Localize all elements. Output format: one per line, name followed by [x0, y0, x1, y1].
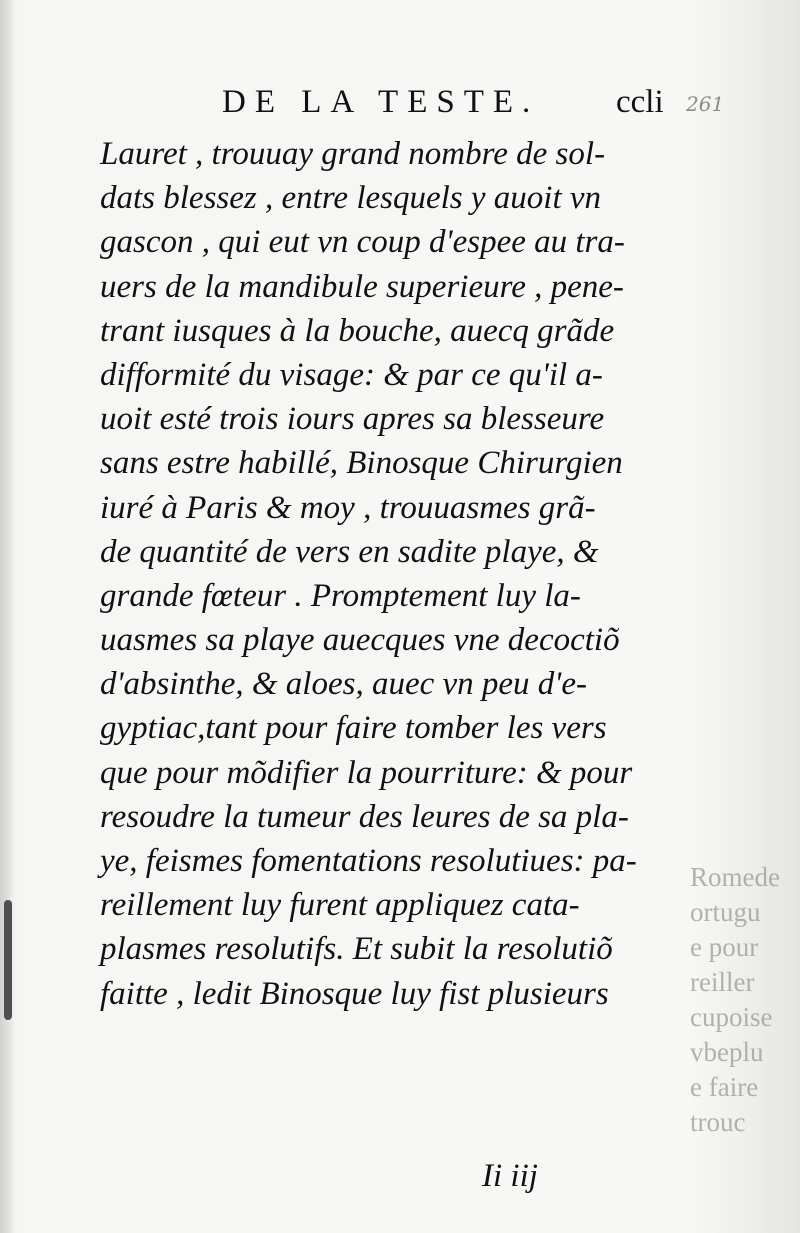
text-line: difformité du visage: & par ce qu'il a- [100, 356, 603, 393]
folio-number: ccli [616, 84, 664, 120]
text-line: que pour mõdifier la pourriture: & pour [100, 754, 633, 791]
bleed-line: e faire [690, 1072, 759, 1102]
handwritten-folio: 261 [686, 92, 725, 116]
text-line: plasmes resolutifs. Et subit la resolutiõ [100, 931, 613, 968]
text-line: reillement luy furent appliquez cata- [100, 887, 580, 924]
binding-mark [4, 900, 12, 1020]
bleed-line: ortugu [690, 897, 761, 927]
body-text [100, 132, 690, 1016]
text-line: gyptiac,tant pour faire tomber les vers [100, 710, 607, 747]
bleed-line: Romede [690, 862, 780, 892]
bleed-line: reiller [690, 967, 755, 997]
text-line: grande fœteur . Promptement luy la- [100, 577, 581, 614]
text-line: uers de la mandibule superieure , pene- [100, 268, 624, 305]
bleed-line: cupoise [690, 1002, 773, 1032]
text-line: iuré à Paris & moy , trouuasmes grã- [100, 489, 596, 526]
running-title: DE LA TESTE. [222, 84, 540, 120]
text-line: de quantité de vers en sadite playe, & [100, 533, 599, 570]
bleed-line: e pour [690, 932, 759, 962]
bleed-line: trouc [690, 1107, 746, 1137]
bleed-line: vbeplu [690, 1037, 764, 1067]
text-line: dats blessez , entre lesquels y auoit vn [100, 180, 602, 217]
page-gutter-shadow [0, 0, 14, 1233]
page-header [0, 80, 800, 130]
bleed-through-text [690, 860, 800, 1140]
text-line: resoudre la tumeur des leures de sa pla- [100, 798, 629, 835]
text-line: gascon , qui eut vn coup d'espee au tra- [100, 224, 625, 261]
text-line: d'absinthe, & aloes, auec vn peu d'e- [100, 666, 587, 703]
text-line: faitte , ledit Binosque luy fist plusieurs [100, 975, 609, 1012]
text-line: uoit esté trois iours apres sa blesseure [100, 401, 605, 438]
text-line: uasmes sa playe auecques vne decoctiõ [100, 622, 620, 659]
text-line: sans estre habillé, Binosque Chirurgien [100, 445, 623, 482]
text-line: ye, feismes fomentations resolutiues: pa- [100, 843, 637, 879]
signature-mark: Ii iij [482, 1158, 538, 1194]
text-line: Lauret , trouuay grand nombre de sol- [100, 136, 606, 172]
text-line: trant iusques à la bouche, auecq grãde [100, 312, 615, 349]
